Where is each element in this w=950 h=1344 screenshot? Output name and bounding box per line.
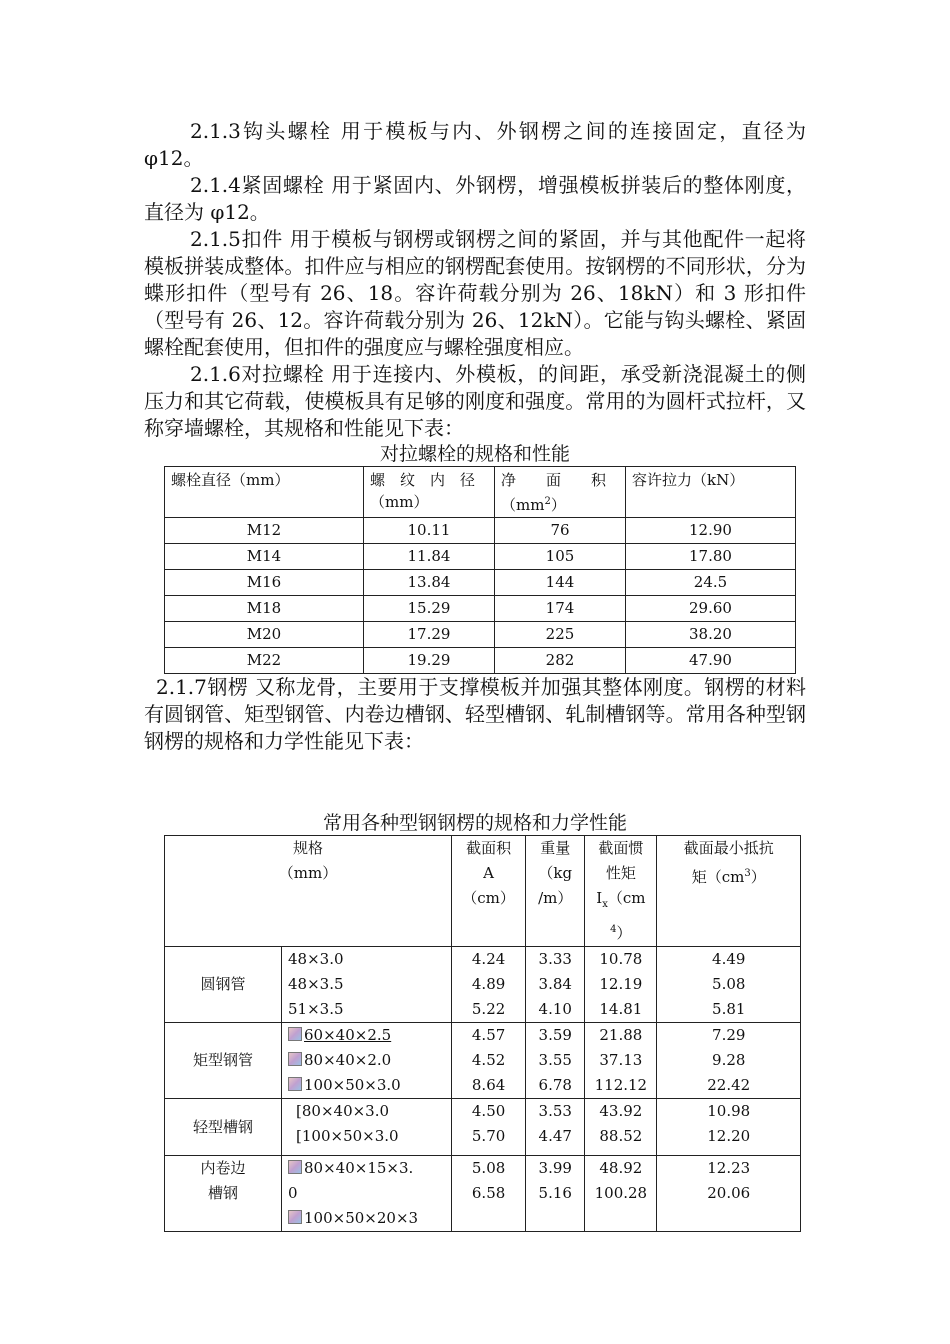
table1-caption: 对拉螺栓的规格和性能 xyxy=(379,443,570,465)
bolt-spec-table xyxy=(164,466,796,674)
group-lipped-channel: 内卷边 槽钢 xyxy=(165,1156,282,1232)
spec-line: 51×3.5 xyxy=(288,1000,344,1018)
table-row: 圆钢管 48×3.0 48×3.5 51×3.5 4.24 4.89 5.22 3.33 3.84 4.10 10.78 12.19 14.81 4.49 5.08 5.81 xyxy=(165,947,801,1023)
header-bolt-diameter: 螺栓直径（mm） xyxy=(165,467,364,518)
table-row: 内卷边 槽钢 80×40×15×3. 0 100×50×20×3 5.08 6.58 3.99 5.16 48.92 100.28 12.23 20.06 xyxy=(165,1156,801,1232)
table-row: M16 13.84 144 24.5 xyxy=(165,570,796,596)
spec-line: 80×40×2.0 xyxy=(304,1051,392,1069)
paragraph-2-1-6: 2.1.6对拉螺栓 用于连接内、外模板，的间距，承受新浇混凝土的侧压力和其它荷载，使模板具有足够的刚度和强度。常用的为圆杆式拉杆，又称穿墙螺栓，其规格和性能见下表： xyxy=(144,362,806,440)
group-round-pipe: 圆钢管 xyxy=(165,947,282,1023)
header-section-modulus: 截面最小抵抗 矩$(cm^3)$ xyxy=(657,836,801,947)
embedded-image-icon xyxy=(288,1160,302,1174)
header-area: 截面积 A （cm） xyxy=(451,836,525,947)
spec-cell xyxy=(282,947,452,1023)
spec-cell xyxy=(282,1023,452,1099)
spec-line: 80×40×15×3. xyxy=(304,1159,414,1177)
steel-joist-table xyxy=(164,835,801,1232)
table-row: 轻型槽钢 [80×40×3.0 [100×50×3.0 4.50 5.70 3.53 4.47 43.92 88.52 10.98 12.20 xyxy=(165,1099,801,1156)
paragraph-2-1-4: 2.1.4紧固螺栓 用于紧固内、外钢楞，增强模板拼装后的整体刚度，直径为 φ12。 xyxy=(144,173,806,224)
spec-line: 0 xyxy=(288,1184,298,1202)
spec-line: 48×3.0 xyxy=(288,950,344,968)
spec-line: 100×50×20×3 xyxy=(304,1209,419,1227)
table-row: M14 11.84 105 17.80 xyxy=(165,544,796,570)
spec-line: [80×40×3.0 xyxy=(296,1102,390,1120)
table-row: 矩型钢管 60×40×2.5 80×40×2.0 100×50×3.0 4.57 4.52 8.64 3.59 3.55 6.78 21.88 37.13 112.12 7.29 9.28 22.42 xyxy=(165,1023,801,1099)
spec-line: 100×50×3.0 xyxy=(304,1076,401,1094)
paragraph-2-1-7: 2.1.7钢楞 又称龙骨，主要用于支撑模板并加强其整体刚度。钢楞的材料有圆钢管、矩型钢管、内卷边槽钢、轻型槽钢、轧制槽钢等。常用各种型钢钢楞的规格和力学性能见下表： xyxy=(144,675,806,753)
paragraph-2-1-5: 2.1.5扣件 用于模板与钢楞或钢楞之间的紧固，并与其他配件一起将模板拼装成整体。扣件应与相应的钢楞配套使用。按钢楞的不同形状，分为蝶形扣件（型号有 26、18。容许荷载分别为 26、18kN）和 3 形扣件（型号有 26、12。容许荷载分别为 26、12kN）。它能与钩头螺栓、紧固螺栓配套使用，但扣件的强度应与螺栓强度相应。 xyxy=(144,227,806,359)
header-spec: 规格 （mm） xyxy=(165,836,452,947)
header-allowable-tension: 容许拉力（kN） xyxy=(626,467,796,518)
embedded-image-icon xyxy=(288,1027,302,1041)
embedded-image-icon xyxy=(288,1210,302,1224)
header-net-area: 净 面 积 $(mm^2)$ xyxy=(495,467,626,518)
spec-line: 60×40×2.5 xyxy=(304,1026,392,1044)
header-thread-diameter: 螺 纹 内 径（mm） xyxy=(364,467,495,518)
spec-cell xyxy=(282,1099,452,1156)
embedded-image-icon xyxy=(288,1077,302,1091)
embedded-image-icon xyxy=(288,1052,302,1066)
header-weight: 重量 （kg /m） xyxy=(526,836,585,947)
table-header-row xyxy=(165,467,796,518)
header-inertia: 截面惯 性矩 $I_x(cm$ $^4$） xyxy=(585,836,657,947)
table-row: M18 15.29 174 29.60 xyxy=(165,596,796,622)
paragraph-2-1-3: 2.1.3钩头螺栓 用于模板与内、外钢楞之间的连接固定，直径为 φ12。 xyxy=(144,119,806,170)
table-header-row xyxy=(165,836,801,947)
document-page xyxy=(144,118,806,1232)
group-light-channel: 轻型槽钢 xyxy=(165,1099,282,1156)
table2-caption: 常用各种型钢钢楞的规格和力学性能 xyxy=(322,812,627,834)
spec-cell xyxy=(282,1156,452,1232)
table-row: M22 19.29 282 47.90 xyxy=(165,648,796,674)
table-row: M12 10.11 76 12.90 xyxy=(165,518,796,544)
group-rect-pipe: 矩型钢管 xyxy=(165,1023,282,1099)
table-row: M20 17.29 225 38.20 xyxy=(165,622,796,648)
spec-line: 48×3.5 xyxy=(288,975,344,993)
spec-line: [100×50×3.0 xyxy=(296,1127,399,1145)
spacer xyxy=(144,755,806,811)
